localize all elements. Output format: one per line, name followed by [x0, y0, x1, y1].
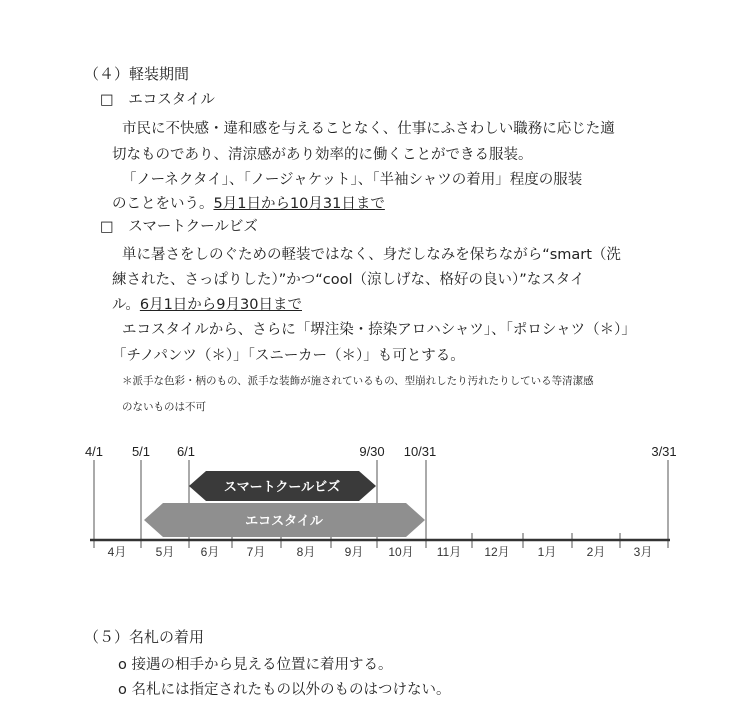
date-label: 10/31 — [403, 444, 437, 459]
smart-arrow-label: スマートクールビズ — [223, 479, 341, 494]
month-label: 9月 — [344, 545, 364, 559]
eco-text-line3: 「ノーネクタイ」、「ノージャケット」、「半袖シャツの着用」程度の服装 — [122, 172, 583, 188]
nametag-item-2: o 名札には指定されたもの以外のものはつけない。 — [118, 682, 451, 698]
eco-style-title: □ エコスタイル — [100, 92, 215, 108]
month-label: 12月 — [484, 545, 510, 559]
smart-text-line1: 単に暑さをしのぐための軽装ではなく、身だしなみを保ちながら“smart（洗 — [122, 247, 621, 263]
nametag-item-1: o 接遇の相手から見える位置に着用する。 — [118, 657, 393, 673]
date-label: 9/30 — [359, 444, 385, 459]
month-label: 10月 — [388, 545, 414, 559]
month-label: 3月 — [633, 545, 653, 559]
eco-text: のことをいう。 — [112, 196, 214, 212]
eco-arrow-label: エコスタイル — [245, 513, 323, 528]
month-label: 11月 — [436, 545, 462, 559]
smart-note-line1: ＊派手な色彩・柄のもの、派手な装飾が施されているもの、型崩れしたり汚れたりしている等清潔感 — [122, 375, 594, 387]
month-label: 6月 — [200, 545, 220, 559]
smart-text-line2: 練された、さっぱりした）”かつ“cool（涼しげな、格好の良い）”なスタイ — [112, 272, 585, 288]
month-label: 2月 — [586, 545, 606, 559]
eco-text-line2: 切なものであり、清涼感があり効率的に働くことができる服装。 — [112, 147, 533, 163]
smart-text-line4: エコスタイルから、さらに「堺注染・捺染アロハシャツ」、「ポロシャツ（＊）」 — [122, 322, 636, 338]
section-5-heading: （５）名札の着用 — [84, 628, 205, 646]
smart-note-line2: のないものは不可 — [122, 401, 206, 413]
date-label: 3/31 — [651, 444, 677, 459]
section-4-heading: （４）軽装期間 — [84, 65, 190, 83]
month-label: 4月 — [107, 545, 127, 559]
month-label: 7月 — [246, 545, 266, 559]
smart-coolbiz-title: □ スマートクールビズ — [100, 219, 258, 235]
date-label: 6/1 — [176, 444, 196, 459]
smart-text: ル。 — [112, 297, 140, 313]
eco-text-line1: 市民に不快感・違和感を与えることなく、仕事にふさわしい職務に応じた適 — [122, 121, 615, 137]
month-label: 5月 — [155, 545, 175, 559]
month-label: 8月 — [296, 545, 316, 559]
date-label: 4/1 — [84, 444, 104, 459]
smart-text-line5: 「チノパンツ（＊）」「スニーカー（＊）」も可とする。 — [112, 348, 465, 364]
smart-period: 6月1日から9月30日まで — [139, 297, 302, 313]
date-label: 5/1 — [131, 444, 151, 459]
month-label: 1月 — [537, 545, 557, 559]
eco-period: 5月1日から10月31日まで — [213, 196, 385, 212]
